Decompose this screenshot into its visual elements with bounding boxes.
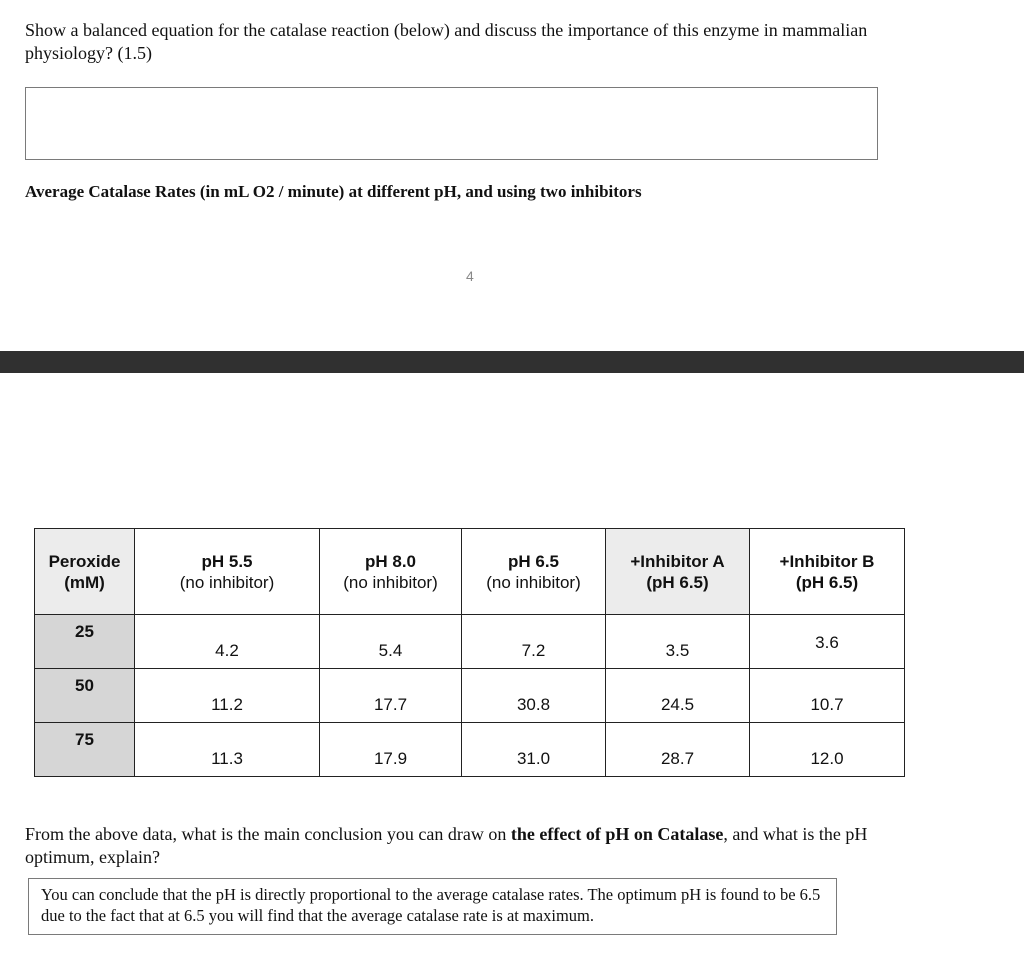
value-cell: 17.9 xyxy=(320,723,462,777)
value-cell: 11.2 xyxy=(135,669,320,723)
value-cell: 4.2 xyxy=(135,615,320,669)
table-row xyxy=(35,723,905,777)
header-ph-6-5: pH 6.5 (no inhibitor) xyxy=(462,529,606,615)
table-title: Average Catalase Rates (in mL O2 / minute) at different pH, and using two inhibitors xyxy=(25,182,642,201)
page-divider xyxy=(0,351,1024,373)
peroxide-cell: 75 xyxy=(35,723,135,777)
value-cell: 30.8 xyxy=(462,669,606,723)
value-cell: 5.4 xyxy=(320,615,462,669)
header-inhibitor-b: +Inhibitor B (pH 6.5) xyxy=(750,529,905,615)
value-cell: 24.5 xyxy=(606,669,750,723)
value-cell: 3.6 xyxy=(750,615,905,669)
header-inhibitor-a: +Inhibitor A (pH 6.5) xyxy=(606,529,750,615)
value-cell: 12.0 xyxy=(750,723,905,777)
header-ph-8-0: pH 8.0 (no inhibitor) xyxy=(320,529,462,615)
question-1-text: Show a balanced equation for the catalase reaction (below) and discuss the importance of this enzyme in mammalian physiology? (1.5) xyxy=(25,20,868,63)
table-row xyxy=(35,615,905,669)
peroxide-cell: 25 xyxy=(35,615,135,669)
question-2-emphasis: the effect of pH on Catalase xyxy=(510,824,724,844)
value-cell: 31.0 xyxy=(462,723,606,777)
table-row xyxy=(35,669,905,723)
answer-box-1[interactable] xyxy=(25,87,878,160)
catalase-rates-table xyxy=(34,528,905,777)
value-cell: 11.3 xyxy=(135,723,320,777)
peroxide-cell: 50 xyxy=(35,669,135,723)
value-cell: 3.5 xyxy=(606,615,750,669)
value-cell: 28.7 xyxy=(606,723,750,777)
header-ph-5-5: pH 5.5 (no inhibitor) xyxy=(135,529,320,615)
value-cell: 10.7 xyxy=(750,669,905,723)
table-header-row xyxy=(35,529,905,615)
value-cell: 7.2 xyxy=(462,615,606,669)
value-cell: 17.7 xyxy=(320,669,462,723)
page-number: 4 xyxy=(466,268,474,284)
header-peroxide: Peroxide (mM) xyxy=(35,529,135,615)
question-2-text: From the above data, what is the main conclusion you can draw on the effect of pH on Catalase, and what is the pH optimum, explain? xyxy=(25,824,868,867)
answer-box-2[interactable]: You can conclude that the pH is directly proportional to the average catalase rates. The optimum pH is found to be 6.5 due to the fact that at 6.5 you will find that the average catalase rate is at maximum. xyxy=(28,878,837,935)
